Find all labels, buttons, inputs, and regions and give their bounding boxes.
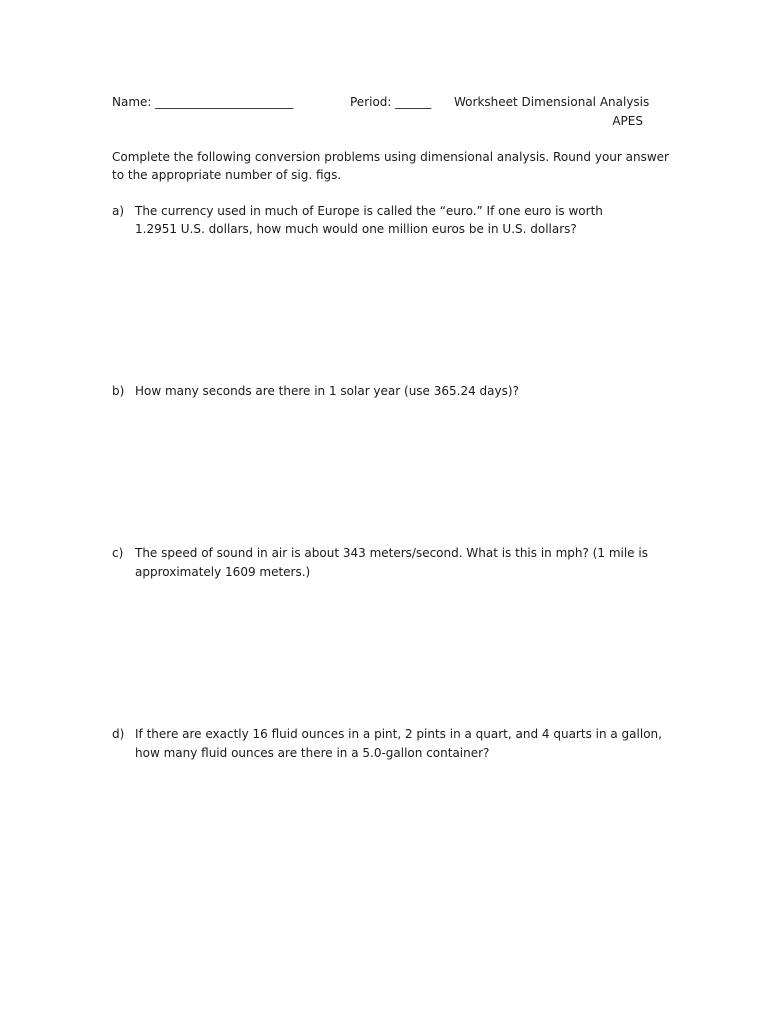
instructions-line-1: Complete the following conversion problems using dimensional analysis. Round your answer xyxy=(112,150,669,164)
question-label: b) xyxy=(112,384,125,398)
worksheet-title: Worksheet Dimensional Analysis xyxy=(454,95,650,109)
question-label: d) xyxy=(112,727,125,741)
question-text-line: How many seconds are there in 1 solar year (use 365.24 days)? xyxy=(135,384,519,398)
question-label: c) xyxy=(112,546,124,560)
question-text-line: If there are exactly 16 fluid ounces in a pint, 2 pints in a quart, and 4 quarts in a gallon, xyxy=(135,727,662,741)
course-name: APES xyxy=(612,114,643,128)
question-text-line: how many fluid ounces are there in a 5.0-gallon container? xyxy=(135,746,490,760)
name-field-label: Name: _______________________ xyxy=(112,95,294,109)
question-label: a) xyxy=(112,204,125,218)
question-text-line: approximately 1609 meters.) xyxy=(135,565,311,579)
question-text-line: 1.2951 U.S. dollars, how much would one million euros be in U.S. dollars? xyxy=(135,222,577,236)
period-field-label: Period: ______ xyxy=(350,95,432,109)
instructions-line-2: to the appropriate number of sig. figs. xyxy=(112,168,342,182)
question-text-line: The currency used in much of Europe is called the “euro.” If one euro is worth xyxy=(135,204,603,218)
question-text-line: The speed of sound in air is about 343 meters/second. What is this in mph? (1 mile is xyxy=(135,546,648,560)
